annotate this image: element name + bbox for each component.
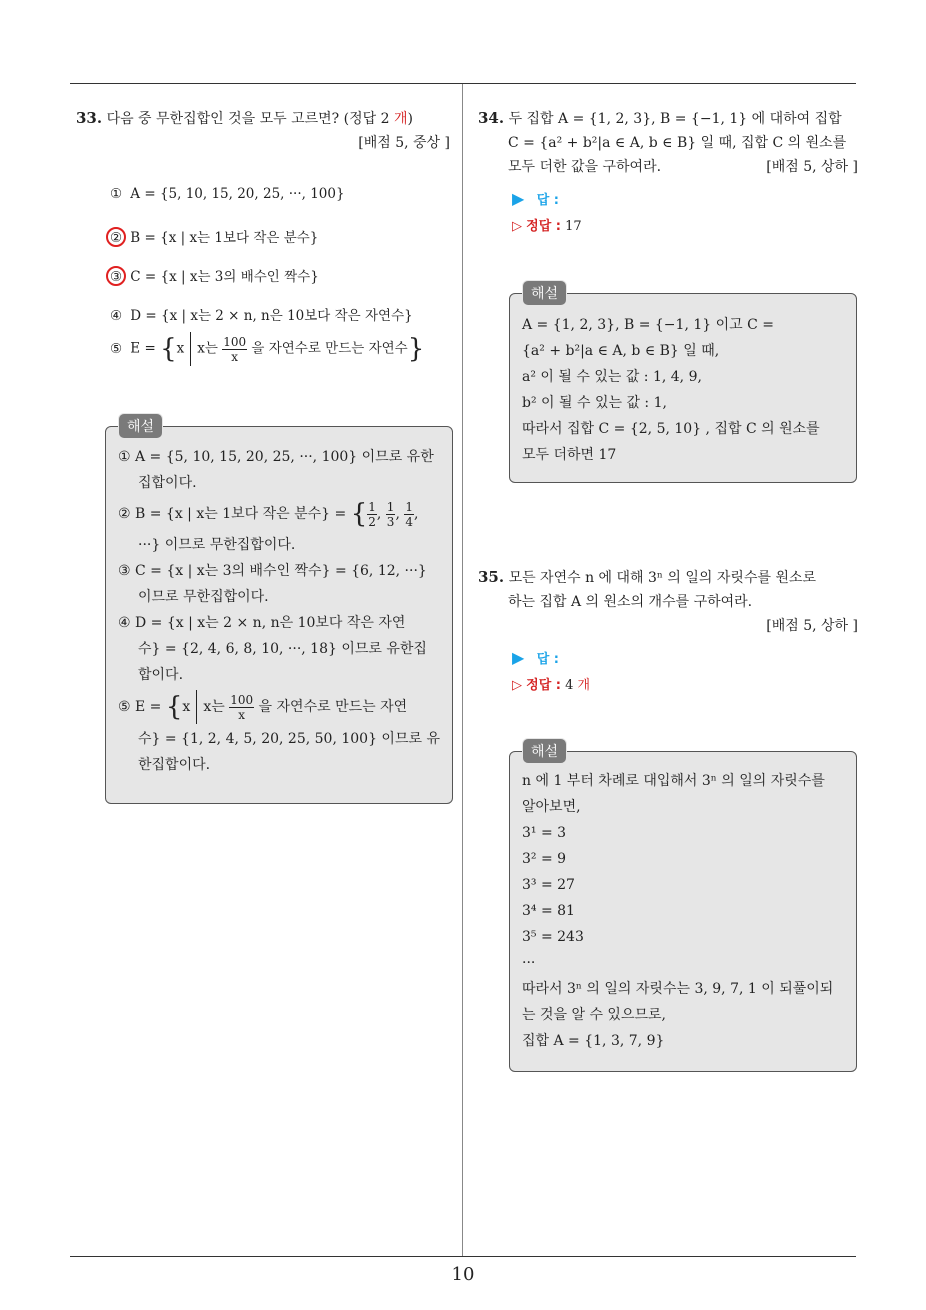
solution-line: 3⁴ = 81 (522, 903, 575, 919)
answer-area-35 (512, 645, 590, 699)
answer-area-34 (512, 186, 582, 240)
choice-4-text: D = {x | x는 2 × n, n은 10보다 작은 자연수} (130, 308, 413, 324)
question-35-meta: [배점 5, 상하 ] (766, 618, 858, 634)
choice-5-lhs: E = (130, 340, 156, 357)
solution-tag-33: 해설 (118, 413, 163, 439)
solution-line: 알아보면, (522, 799, 581, 815)
selected-circle-mark (106, 227, 126, 247)
choice-5-mark: ⑤ (110, 340, 123, 357)
solution-line: A = {1, 2, 3}, B = {−1, 1} 이고 C = (522, 317, 774, 333)
answer-count: 개 (393, 111, 408, 127)
solution-line: 3³ = 27 (522, 877, 575, 893)
solution-line: 따라서 집합 C = {2, 5, 10} , 집합 C 의 원소를 (522, 421, 820, 437)
choice-5-cond: x는 (197, 340, 218, 357)
question-33-close: ) (407, 111, 413, 127)
question-33 (76, 106, 450, 155)
solution-line: a² 이 될 수 있는 값 : 1, 4, 9, (522, 369, 702, 385)
solution-line: 이므로 무한집합이다. (138, 589, 269, 605)
choice-1[interactable] (110, 186, 345, 202)
choice-3[interactable] (110, 265, 319, 285)
solution-line: 합이다. (138, 667, 184, 683)
choice-1-text: A = {5, 10, 15, 20, 25, ···, 100} (130, 186, 345, 202)
choice-3-mark: ③ (110, 269, 123, 285)
choice-2-mark: ② (110, 230, 123, 246)
solution-line: ··· (522, 955, 536, 971)
question-35 (478, 565, 858, 638)
outline-arrow-icon: ▷ (512, 678, 522, 693)
choice-5-var: x (176, 340, 185, 357)
solution-line: ···} 이므로 무한집합이다. (138, 537, 296, 553)
solution-line: ④ D = {x | x는 2 × n, n은 10보다 작은 자연 (118, 615, 406, 631)
choice-2[interactable] (110, 226, 318, 246)
solution-line: 3² = 9 (522, 851, 567, 867)
correct-answer-35: ▷ 정답 : 4 개 (512, 678, 591, 693)
question-34-number: 34. (478, 109, 505, 127)
choice-1-mark: ① (110, 186, 123, 202)
solution-34-text (522, 312, 848, 468)
solution-line: 집합이다. (138, 475, 197, 491)
solution-line: n 에 1 부터 차례로 대입해서 3ⁿ 의 일의 자릿수를 (522, 773, 825, 789)
question-33-text (76, 106, 450, 131)
solution-line: 는 것을 알 수 있으므로, (522, 1007, 666, 1023)
question-34-line3: 모두 더한 값을 구하여라. [배점 5, 상하 ] (478, 155, 858, 179)
solution-line: ③ C = {x | x는 3의 배수인 짝수} = {6, 12, ···} (118, 563, 427, 579)
solution-line: ① A = {5, 10, 15, 20, 25, ···, 100} 이므로 유한 (118, 449, 434, 465)
play-arrow-icon: ▶ (512, 189, 525, 208)
solution-line: 따라서 3ⁿ 의 일의 자릿수는 3, 9, 7, 1 이 되풀이되 (522, 981, 834, 997)
solution-33-text (118, 444, 444, 778)
solution-line: ⑤ E = {x x는 $\frac{100}{x}$ 을 자연수로 만드는 자연 (118, 692, 408, 722)
top-rule (70, 83, 856, 84)
solution-tag-34: 해설 (522, 280, 567, 306)
solution-line: b² 이 될 수 있는 값 : 1, (522, 395, 667, 411)
question-35-line1: 35. 모든 자연수 n 에 대해 3ⁿ 의 일의 자릿수를 원소로 (478, 568, 817, 586)
answer-field-34[interactable]: ▶ 답 : (512, 189, 560, 208)
choice-5[interactable]: ⑤ E = {x x는 $\frac{100}{x}$ 을 자연수로 만드는 자연수} (110, 334, 425, 364)
correct-answer-34: ▷ 정답 : 17 (512, 219, 582, 234)
choice-4-mark: ④ (110, 308, 123, 324)
solution-line: 모두 더하면 17 (522, 447, 617, 463)
fraction: $\frac{100}{x}$ (223, 334, 247, 364)
question-33-number: 33. (76, 109, 103, 127)
solution-tag-35: 해설 (522, 738, 567, 764)
question-34 (478, 106, 858, 179)
solution-line: 수} = {2, 4, 6, 8, 10, ···, 18} 이므로 유한집 (138, 641, 427, 657)
solution-line: 3⁵ = 243 (522, 929, 584, 945)
solution-line: 한집합이다. (138, 757, 211, 773)
solution-line: {a² + b²|a ∈ A, b ∈ B} 일 때, (522, 343, 720, 359)
selected-circle-mark (106, 266, 126, 286)
question-35-line2: 하는 집합 A 의 원소의 개수를 구하여라. (508, 594, 753, 610)
solution-line: ② B = {x | x는 1보다 작은 분수} = { $\frac{1}{2}$ , $\frac{1}{3}$ , $\frac{1}{4}$ , (118, 499, 419, 529)
choice-5-rest: 을 자연수로 만드는 자연수 (251, 340, 408, 357)
question-34-line1: 34. 두 집합 A = {1, 2, 3}, B = {−1, 1} 에 대하여 집합 (478, 109, 842, 127)
question-33-meta: [배점 5, 중상 ] (358, 135, 450, 151)
outline-arrow-icon: ▷ (512, 219, 522, 234)
solution-line: 수} = {1, 2, 4, 5, 20, 25, 50, 100} 이므로 유 (138, 731, 440, 747)
solution-line: 집합 A = {1, 3, 7, 9} (522, 1033, 665, 1049)
choice-3-text: C = {x | x는 3의 배수인 짝수} (130, 269, 319, 285)
answer-field-35[interactable]: ▶ 답 : (512, 648, 560, 667)
question-34-line2: C = {a² + b²|a ∈ A, b ∈ B} 일 때, 집합 C 의 원소를 (508, 135, 847, 151)
question-33-prompt: 다음 중 무한집합인 것을 모두 고르면? (정답 2 (106, 111, 390, 127)
solution-35-text (522, 768, 848, 1054)
bottom-rule (70, 1256, 856, 1257)
solution-line: 3¹ = 3 (522, 825, 567, 841)
choice-4[interactable] (110, 304, 413, 324)
play-arrow-icon: ▶ (512, 648, 525, 667)
question-35-number: 35. (478, 568, 505, 586)
question-34-meta: [배점 5, 상하 ] (766, 159, 858, 175)
choice-2-text: B = {x | x는 1보다 작은 분수} (130, 230, 319, 246)
page-number: 10 (451, 1264, 475, 1285)
column-divider (462, 84, 463, 1256)
